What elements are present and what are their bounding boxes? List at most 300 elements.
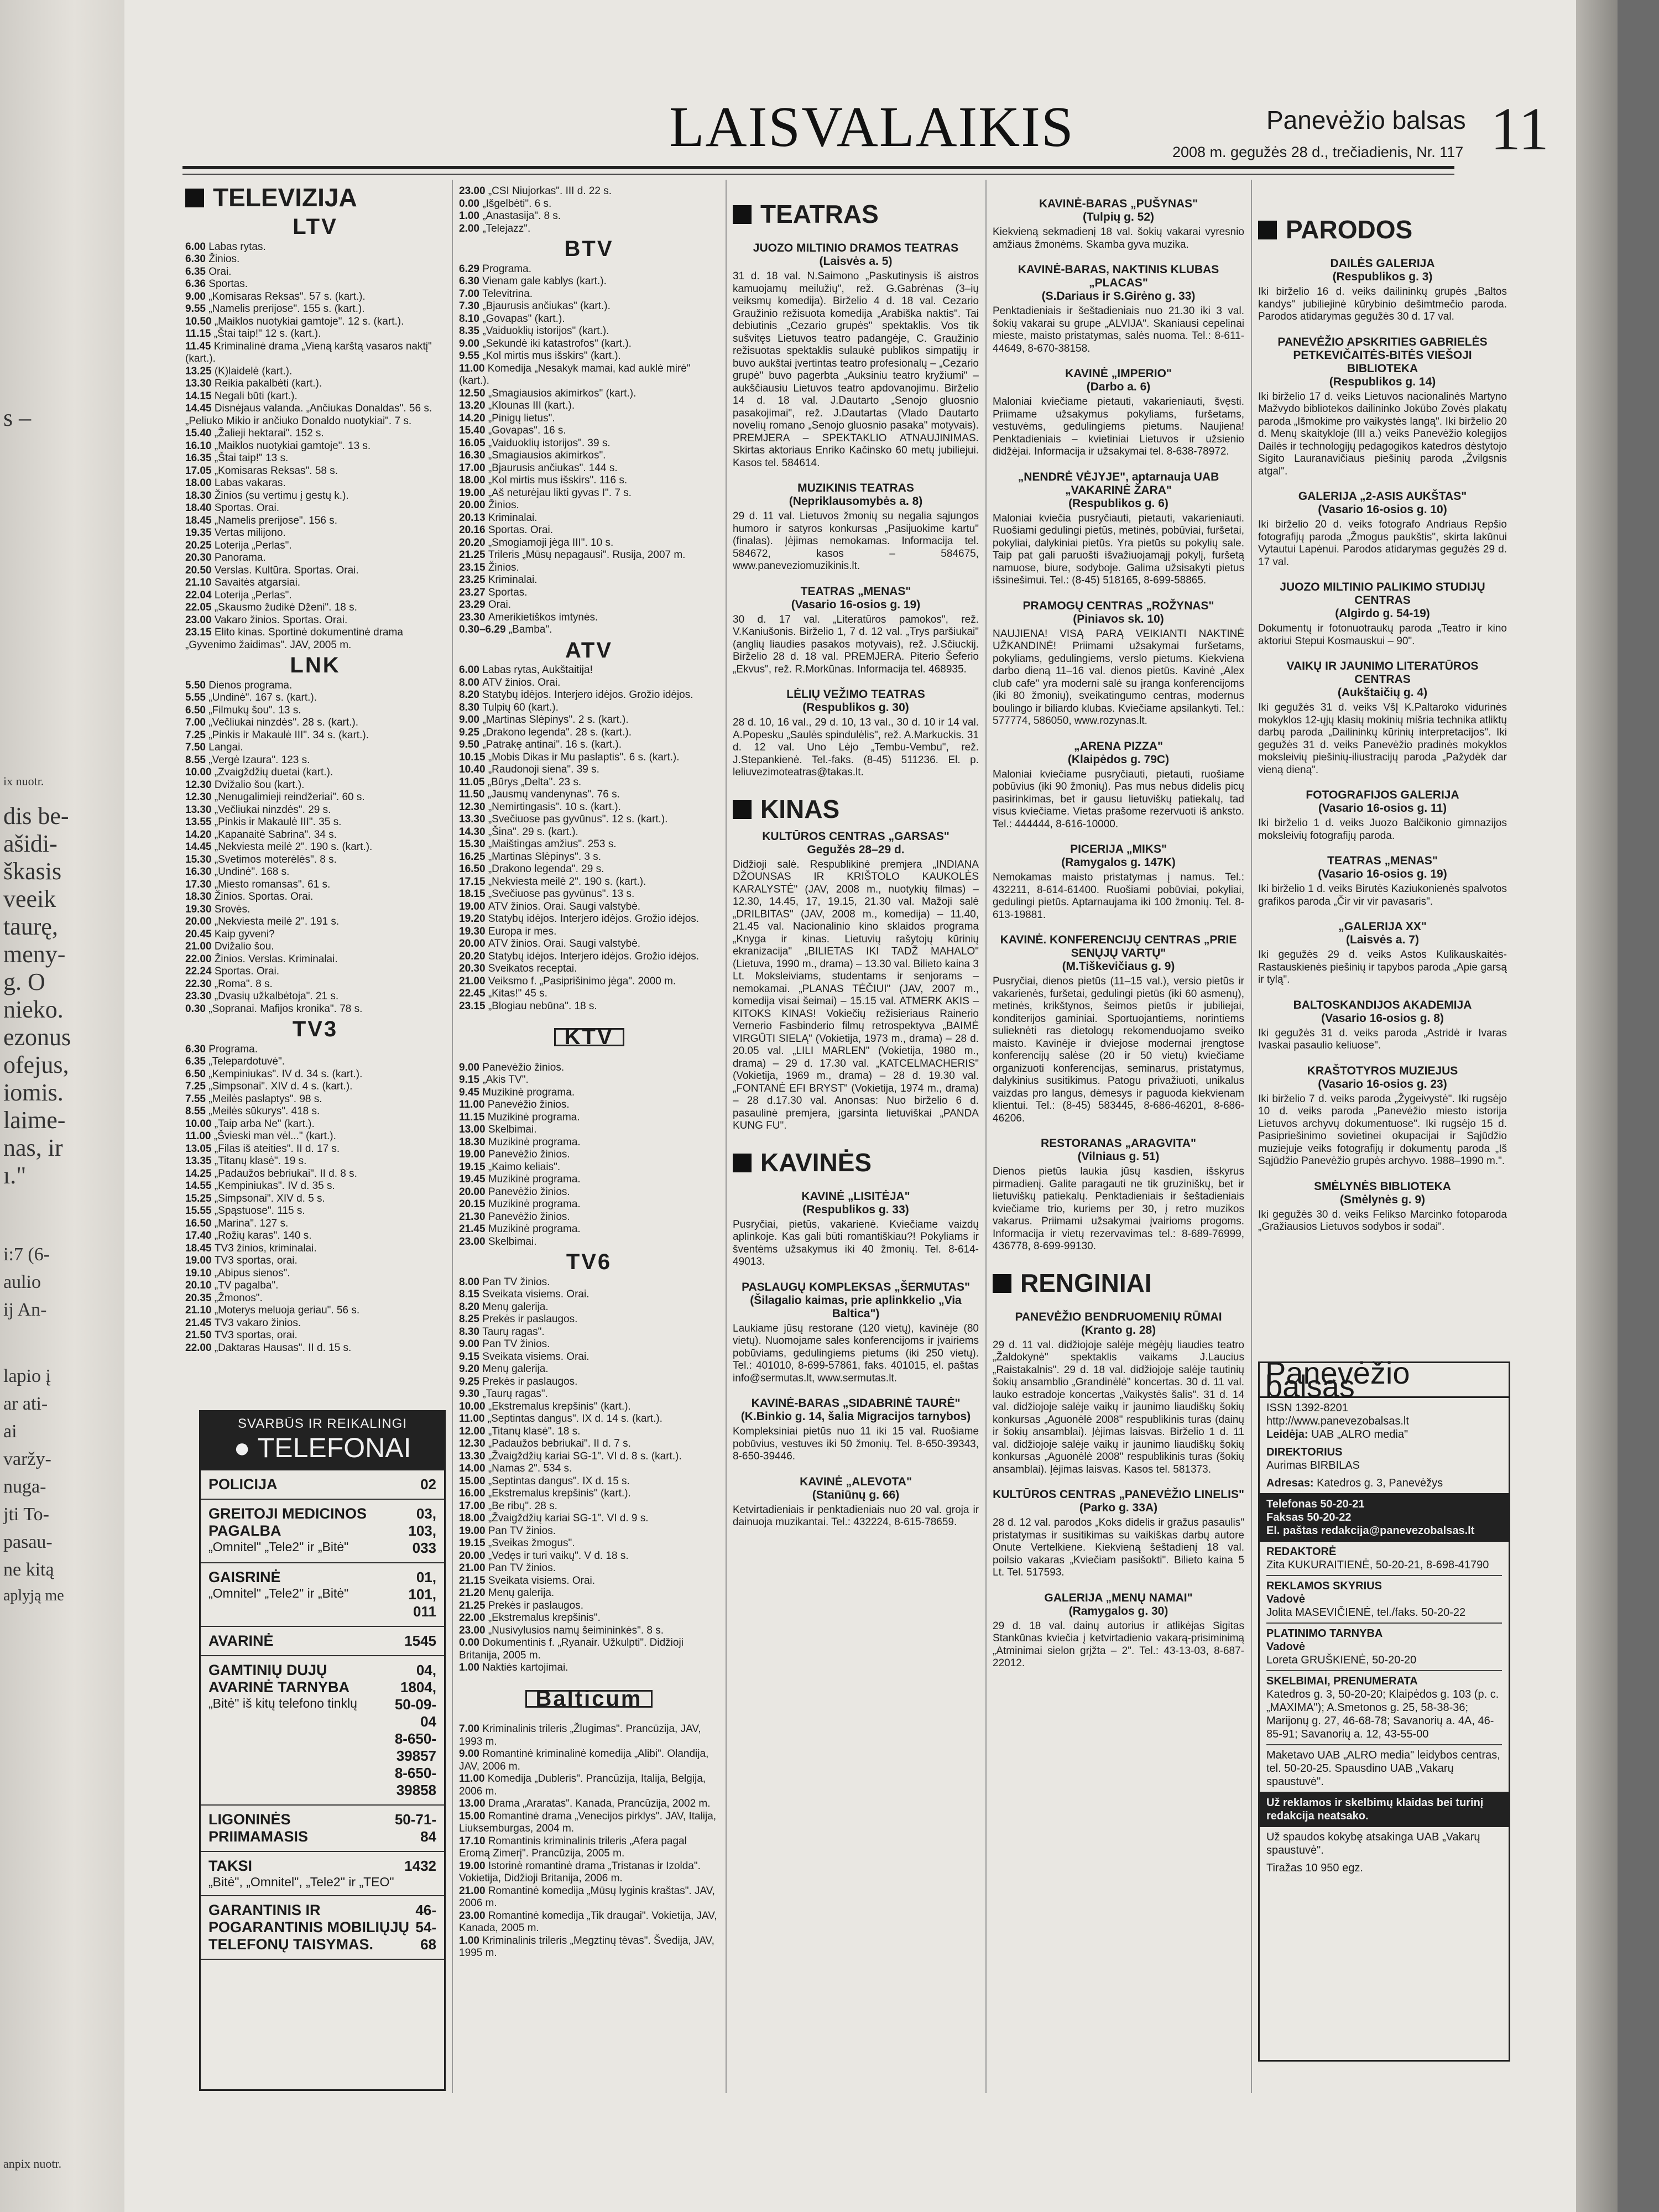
channel-logo-ktv: KTV	[554, 1028, 624, 1046]
program-time: 21.45	[185, 1317, 215, 1329]
tv-program: 1.00 Kriminalinis trileris „Megztinų tėvas". Švedija, JAV, 1995 m.	[459, 1934, 714, 1959]
phone-service	[208, 1632, 274, 1650]
program-time: 21.00	[185, 941, 215, 952]
venue-address: (Laisvės a. 5)	[819, 255, 893, 268]
program-time: 13.30	[459, 1450, 488, 1462]
tv-program: 6.30 Žinios.	[185, 253, 240, 265]
program-time: 16.50	[185, 1217, 215, 1229]
phones-subtitle: SVARBŪS IR REIKALINGI	[238, 1416, 407, 1431]
phone-service-note: „Omnitel" „Tele2" ir „Bitė"	[208, 1586, 349, 1600]
program-time: 23.30	[185, 990, 215, 1002]
tv-program: 8.00 Pan TV žinios.	[459, 1276, 550, 1288]
program-time: 20.50	[185, 564, 215, 576]
channel-logo-balticum: Balticum	[525, 1690, 653, 1708]
tv-program: 22.04 Loterija „Perlas".	[185, 589, 292, 601]
listing-text: Iki birželio 7 d. veiks paroda „Žygeivystė". Iki rugsėjo 10 d. veiks paroda „Panevėžio miesto istorija Lietuvos archyvų dokumentuose". Iki rugsėjo 15 d. Pasipriešinimo sovietinei okupacijai ir Sąjūdžio muziejuje veiks fotografijų ir dokumentų paroda „Iš Sąjūdžio Panevėžio grupės archyvo. 1988–1990 m.".	[1258, 1093, 1507, 1167]
channel-logo-lnk: LNK	[290, 653, 341, 677]
tv-program: 8.30 Taurų ragas".	[459, 1326, 545, 1338]
program-time: 13.05	[185, 1142, 215, 1155]
program-time: 14.55	[185, 1180, 215, 1192]
tv-program: 16.00 „Ekstremalus krepšinis" (kart.).	[459, 1488, 631, 1499]
venue-name: DAILĖS GALERIJA	[1330, 257, 1435, 270]
phone-row	[201, 1806, 444, 1852]
listing-text: Iki gegužės 30 d. veiks Felikso Marcinko fotoparoda „Gražiausios Lietuvos sodybos ir sodai".	[1258, 1208, 1507, 1233]
email[interactable]: El. paštas redakcija@panevezobalsas.lt	[1266, 1525, 1475, 1537]
program-time: 20.00	[459, 499, 488, 511]
program-time: 21.30	[459, 1211, 488, 1223]
tv-program: 9.00 „Komisaras Reksas". 57 s. (kart.).	[185, 290, 366, 302]
left-fragment: veeik	[3, 885, 56, 912]
program-time: 16.00	[459, 1488, 488, 1499]
program-time: 21.45	[459, 1223, 488, 1235]
left-fragment: ı."	[3, 1162, 27, 1189]
program-time: 13.30	[459, 813, 488, 825]
program-time: 15.30	[459, 838, 488, 850]
program-time: 23.29	[459, 599, 488, 611]
left-fragment: laime-	[3, 1107, 66, 1134]
tv-program: 20.50 Verslas. Kultūra. Sportas. Orai.	[185, 564, 359, 576]
column-divider	[452, 180, 453, 2093]
left-fragment: ix nuotr.	[3, 774, 44, 788]
program-time: 21.20	[459, 1587, 488, 1599]
left-fragment: lapio į	[3, 1366, 51, 1386]
subscription-points: Katedros g. 3, 50-20-20; Klaipėdos g. 103 (p. c. „MAXIMA"); A.Smetonos g. 25, 58-38-36; Marijonų g. 27, 46-68-78; Savanorių a. 4A, 46-85-91; Savanorių a. 12, 43-55-00	[1266, 1688, 1499, 1740]
tv-program: 15.30 „Maištingas amžius". 253 s.	[459, 838, 617, 850]
program-time: 23.00	[459, 1910, 488, 1922]
tv-program: 15.40 „Žalieji hektarai". 152 s.	[185, 427, 324, 439]
listing-text: Ketvirtadieniais ir penktadieniais nuo 20 val. groja ir dainuoja muzikantai. Tel.: 432224, 8-615-78659.	[733, 1504, 979, 1528]
tv-program: 9.15 „Akis TV".	[459, 1074, 529, 1086]
program-time: 21.00	[459, 1562, 488, 1574]
program-time: 19.00	[459, 1525, 488, 1537]
venue-address: (Ramygalos g. 30)	[1068, 1604, 1168, 1618]
listing-text: Iki gegužės 29 d. veiks Astos Kulikauskaitės-Rastauskienės piešinių ir tapybos paroda „Apie garsą ir tylą".	[1258, 949, 1507, 985]
program-time: 9.15	[459, 1074, 483, 1086]
listing-text: Laukiame jūsų restorane (120 vietų), kavinėje (80 vietų). Nuomojame sales konferencijoms ir įvairiems pobūviams, gedulingiems pietums (iki 250 vietų). Tel.: 401010, 8-699-57861, faks. 401015, el. paštas info@sermutas.lt, www.sermutas.lt.	[733, 1322, 979, 1384]
tv-program: 6.00 Labas rytas, Aukštaitija!	[459, 664, 593, 676]
venue-address: (M.Tiškevičiaus g. 9)	[1062, 960, 1175, 973]
left-fragment: anpix nuotr.	[3, 2157, 62, 2171]
tv-program: 14.30 „Šina". 29 s. (kart.).	[459, 826, 578, 838]
program-time: 22.45	[459, 988, 488, 999]
tv-schedule-btv	[459, 263, 719, 637]
phone-number: 50-71-84	[394, 1811, 436, 1845]
program-time: 9.55	[185, 303, 209, 315]
tv-schedule-tv3	[185, 1044, 445, 1355]
tv-program: 6.35 Orai.	[185, 265, 232, 278]
tv-program: 8.15 Sveikata visiems. Orai.	[459, 1288, 589, 1300]
tv-program: 15.00 „Septintas dangus". IX d. 15 s.	[459, 1475, 630, 1487]
column-divider	[1251, 180, 1252, 2093]
tv-program: 14.55 „Kempiniukas". IV d. 35 s.	[185, 1180, 335, 1192]
tv-program: 15.30 „Svetimos moterėlės". 8 s.	[185, 853, 337, 865]
print-note: Už spaudos kokybę atsakinga UAB „Vakarų spaustuvė".	[1266, 1831, 1480, 1856]
left-fragment: i:7 (6-	[3, 1244, 50, 1265]
listing-text: Iki gegužės 31 d. veiks VšĮ K.Paltaroko vidurinės mokyklos 12-ųjų klasių mokinių mišria technika atliktų darbų paroda „Dailininkų kūrinių interpretacijos". Iki gegužės 31 d. veiks Panevėžio pradinės mokyklos moksleivių piešinių-iliustracijų paroda „Pažydėk dar vieną dieną".	[1258, 702, 1507, 776]
listing-text: Iki gegužės 31 d. veiks paroda „Astridė ir Ivaras Ivaskai pasaulio keliuose".	[1258, 1027, 1507, 1051]
venue-name: PICERIJA „MIKS"	[1070, 843, 1167, 855]
tv-program: 23.25 Kriminalai.	[459, 574, 538, 586]
program-time: 23.00	[459, 1624, 488, 1636]
program-time: 22.05	[185, 602, 215, 613]
tv-program: 10.00 „Ekstremalus krepšinis" (kart.).	[459, 1400, 631, 1412]
tv-program: 20.00 „Nekviesta meilė 2". 191 s.	[185, 916, 340, 927]
program-time: 21.15	[459, 1574, 488, 1587]
tv-program: 14.20 „Kapanaitė Sabrina". 34 s.	[185, 828, 337, 841]
program-time: 1.00	[459, 210, 483, 222]
program-time: 11.00	[459, 362, 488, 374]
venue-name: KULTŪROS CENTRAS „PANEVĖŽIO LINELIS"	[993, 1488, 1244, 1501]
program-time: 9.00	[459, 1061, 483, 1073]
address: Katedros g. 3, Panevėžys	[1317, 1477, 1443, 1489]
listing-text: 30 d. 17 val. „Literatūros pamokos", rež. V.Kaniušonis. Birželio 1, 7 d. 12 val. „Trys paršiukai" (anglių liaudies pasakos motyvais), rež. J.Sčiuckij. Birželio 28 d. 18 val. PREMJERA. Piterio Šeferio „Ekvus", rež. R.Morkūnas. Informacija tel. 468935.	[733, 613, 979, 675]
listing-text: Iki birželio 17 d. veiks Lietuvos nacionalinės Martyno Mažvydo bibliotekos dailininko Jokūbo Zovės plakatų paroda „Išmokime pro vaikystės langą". Iki birželio 20 d. Menų skaitykloje (III a.) veiks Panevėžio kolegijos Dailės ir technologijų pedagogikos katedros dėstytojo Sigito Lauranavičiaus piešinių paroda „Žvilgsnis atgal".	[1258, 390, 1507, 477]
program-time: 11.00	[459, 1413, 488, 1425]
tv-program: 22.30 „Roma". 8 s.	[185, 978, 273, 990]
program-time: 15.00	[459, 1810, 488, 1822]
tv-program: 14.20 „Pinigų lietus".	[459, 412, 555, 424]
left-fragment: nieko.	[3, 996, 64, 1023]
tv-program: 18.30 Muzikinė programa.	[459, 1136, 581, 1148]
left-fragment: nas, ir	[3, 1134, 63, 1161]
tv-program: 11.00 Panevėžio žinios.	[459, 1099, 570, 1110]
phone-service	[208, 1476, 278, 1493]
tv-program: 20.00 Panevėžio žinios.	[459, 1186, 570, 1198]
tv-program: 16.35 „Štai taip!" 13 s.	[185, 452, 289, 464]
tv-program: 9.25 Prekės ir paslaugos.	[459, 1375, 578, 1387]
tv-program: 20.35 „Žmonos".	[185, 1292, 263, 1304]
phone-service	[208, 1662, 383, 1799]
venue-name: PANEVĖŽIO BENDRUOMENIŲ RŪMAI	[1015, 1310, 1222, 1323]
program-time: 12.00	[459, 1425, 488, 1437]
program-time: 9.00	[459, 1338, 483, 1350]
program-time: 0.30–6.29	[459, 624, 509, 635]
program-time: 9.00	[459, 337, 483, 349]
listing-text: Iki birželio 16 d. veiks dailininkų grupės „Baltos kandys" jubiliejinė kūrybinio dešimtmečio paroda. Parodos atidarymas gegužės 30 d. 17 val.	[1258, 286, 1507, 322]
venue-address: (K.Binkio g. 14, šalia Migracijos tarnybos)	[740, 1410, 971, 1423]
listing-text: Maloniai kviečiame pusryčiauti, pietauti, ruošiame pobūvius (iki 90 žmonių). Pas mus nebus didelis picų pasirinkimas, bet ir gausu lietuviškų patiekalų, tad visus kviečiame. Vietas prašome rezervuoti iš anksto. Tel.: 444444, 8-616-10000.	[993, 768, 1244, 830]
column-5	[1258, 202, 1507, 1234]
left-fragment: ij An-	[3, 1300, 47, 1320]
section-heading-cinema: KINAS	[733, 794, 979, 825]
tv-program: 10.40 „Raudonoji siena". 39 s.	[459, 764, 599, 775]
tv-program: 6.30 Vienam gale kablys (kart.).	[459, 275, 607, 287]
program-time: 12.30	[459, 1438, 488, 1449]
tv-program: 22.05 „Skausmo žudikė Dženi". 18 s.	[185, 602, 357, 613]
venue-name: TEATRAS „MENAS"	[800, 585, 911, 598]
phone-number: 04, 1804, 50-09-04 8-650-39857 8-650-39858	[394, 1662, 436, 1798]
tv-program: 23.00 Romantinė komedija „Tik draugai". Vokietija, JAV, Kanada, 2005 m.	[459, 1910, 717, 1934]
program-time: 9.00	[459, 1748, 483, 1760]
phone-service-name: GAMTINIŲ DUJŲ AVARINĖ TARNYBA	[208, 1662, 349, 1695]
tv-program: 21.45 Muzikinė programa.	[459, 1223, 581, 1235]
program-time: 8.55	[185, 1105, 209, 1117]
program-time: 6.30	[185, 253, 209, 265]
listing-text: Kompleksiniai pietūs nuo 11 iki 15 val. Ruošiame pobūvius, vestuves iki 50 žmonių. Tel. 8-650-39343, 8-650-39446.	[733, 1426, 979, 1462]
program-time: 21.25	[459, 549, 488, 561]
tv-program: 19.00 „Aš neturėjau likti gyvas I". 7 s.	[459, 487, 632, 499]
tv-program: 11.00 Komedija „Nesakyk mamai, kad auklė mirė" (kart.).	[459, 362, 691, 387]
tv-program: 13.05 „Filas iš ateities". II d. 17 s.	[185, 1142, 340, 1155]
program-time: 13.25	[185, 365, 215, 377]
tv-program: 19.30 Europa ir mes.	[459, 925, 557, 937]
program-time: 14.20	[459, 412, 488, 424]
tv-schedule-tv3-cont	[459, 185, 719, 235]
phones-box	[199, 1410, 446, 2091]
program-time: 14.20	[185, 828, 215, 841]
tv-program: 5.50 Dienos programa.	[185, 679, 293, 691]
website-link[interactable]: http://www.panevezobalsas.lt	[1266, 1415, 1409, 1427]
tv-program: 23.29 Orai.	[459, 599, 512, 611]
credits-brand: Panevėžio balsas	[1260, 1363, 1509, 1398]
program-time: 9.50	[459, 739, 483, 750]
listing-text: 29 d. 18 val. dainų autorius ir atlikėjas Sigitas Stankūnas kviečia į ketvirtadienio vakarą-prisiminimą „Atminimai sielon grįžta – 2". Tel.: 43-13-03, 8-687-22012.	[993, 1620, 1244, 1669]
issue-date: 2008 m. gegužės 28 d., trečiadienis, Nr. 117	[1172, 144, 1464, 160]
phone-service-name: GARANTINIS IR POGARANTINIS MOBILIŲJŲ TELEFONŲ TAISYMAS.	[208, 1902, 410, 1953]
venue-address: (S.Dariaus ir S.Girėno g. 33)	[1041, 290, 1196, 302]
program-time: 14.45	[185, 403, 215, 414]
program-time: 19.10	[185, 1267, 215, 1279]
header-rule	[182, 166, 1454, 169]
program-time: 0.00	[459, 197, 483, 210]
venue-name: LĖLIŲ VEŽIMO TEATRAS	[786, 688, 925, 701]
program-time: 18.30	[185, 891, 215, 902]
program-time: 13.55	[185, 816, 215, 828]
venue-address: (Vilniaus g. 51)	[1077, 1150, 1160, 1163]
program-time: 22.00	[459, 1612, 488, 1624]
venue-name: PASLAUGŲ KOMPLEKSAS „ŠERMUTAS"	[742, 1280, 970, 1293]
tv-program: 21.25 Trileris „Mūsų nepagausi". Rusija, 2007 m.	[459, 549, 686, 561]
tv-program: 20.25 Loterija „Perlas".	[185, 539, 292, 551]
tv-program: 20.30 Panorama.	[185, 552, 266, 564]
tv-program: 19.30 Srovės.	[185, 903, 251, 915]
tv-program: 11.15 „Štai taip!" 12 s. (kart.).	[185, 328, 321, 340]
tv-program: 17.00 „Be ribų". 28 s.	[459, 1500, 557, 1512]
tv-program: 15.55 „Spąstuose". 115 s.	[185, 1205, 305, 1217]
program-time: 19.00	[459, 1860, 488, 1872]
program-time: 21.50	[185, 1329, 215, 1341]
program-time: 16.10	[185, 440, 215, 452]
program-time: 6.50	[185, 1068, 209, 1080]
program-time: 8.15	[459, 1288, 483, 1300]
tv-program: 8.30 Tulpių 60 (kart.).	[459, 701, 559, 713]
tv-program: 20.00 „Vedęs ir turi vaikų". V d. 18 s.	[459, 1550, 629, 1562]
distribution-contact: Loreta GRUŠKIENĖ, 50-20-20	[1266, 1654, 1417, 1666]
program-time: 6.35	[185, 1056, 209, 1067]
tv-schedule-lnk	[185, 680, 445, 1016]
phone-service-note: „Bitė", „Omnitel", „Tele2" ir „TEO"	[208, 1875, 394, 1889]
tv-program: 18.45 „Namelis prerijose". 156 s.	[185, 514, 337, 526]
tv-program: 13.00 Drama „Araratas". Kanada, Prancūzija, 2002 m.	[459, 1798, 711, 1809]
program-time: 23.00	[459, 1235, 488, 1248]
left-fragment: ašidi-	[3, 830, 58, 857]
venue-name: SMĖLYNĖS BIBLIOTEKA	[1314, 1180, 1451, 1193]
tv-program: 21.00 Dvižalio šou.	[185, 941, 274, 952]
tv-program: 7.55 „Meilės paslaptys". 98 s.	[185, 1093, 322, 1105]
previous-page-edge	[0, 0, 124, 2212]
phone-service	[208, 1902, 412, 1953]
tv-program: 22.00 Žinios. Verslas. Kriminalai.	[185, 953, 338, 965]
phone-number: 46-54-68	[415, 1902, 436, 1953]
program-time: 20.00	[459, 938, 488, 950]
program-time: 17.40	[185, 1230, 215, 1241]
phone-service	[208, 1569, 348, 1620]
program-time: 21.00	[459, 975, 488, 987]
tv-program: 10.00 „Zvaigždžių duetai (kart.).	[185, 766, 333, 778]
tv-program: 14.45 „Nekviesta meilė 2". 190 s. (kart.).	[185, 841, 373, 853]
listing-text: 28 d. 10, 16 val., 29 d. 10, 13 val., 30 d. 10 ir 14 val. A.Popesku „Saulės spindulėlis", rež. A.Markuckis. 31 d. 12 val. Uno Lėjo „Tembu-Vembu", rež. J.Stepankienė. Tel.-faks. (8-45) 511236. El. p. leliuvezimoteatras@takas.lt.	[733, 717, 979, 778]
program-time: 20.13	[459, 512, 488, 524]
section-heading-events: RENGINIAI	[993, 1267, 1244, 1298]
tv-program: 23.15 Elito kinas. Sportinė dokumentinė drama „Gyvenimo žaidimas". JAV, 2005 m.	[185, 627, 403, 651]
tv-program: 22.00 „Daktaras Hausas". II d. 15 s.	[185, 1342, 352, 1354]
column-divider	[985, 180, 987, 2093]
tv-program: 23.00 Vakaro žinios. Sportas. Orai.	[185, 614, 348, 626]
venue-address: (Nepriklausomybės a. 8)	[789, 495, 923, 508]
venue-address: (Piniavos sk. 10)	[1073, 612, 1164, 625]
editor: Zita KUKURAITIENĖ, 50-20-21, 8-698-41790	[1266, 1559, 1489, 1571]
tv-program: 21.00 Veiksmo f. „Pasiprišinimo jėga". 2000 m.	[459, 975, 676, 987]
tv-program: 16.50 „Drakono legenda". 29 s.	[459, 863, 604, 875]
channel-logo-atv: ATV	[565, 638, 613, 662]
credits-box: Panevėžio balsas ISSN 1392-8201 http://www.panevezobalsas.lt Leidėja: UAB „ALRO media" DIREKTORIUS Aurimas BIRBILAS Adresas: Katedros g. 3, Panevėžys Telefonas 50-20-21 Faksas 50-20-22 El. paštas redakcija@panevezobalsas.lt REDAKTORĖ Zita KUKURAITIENĖ, 50-20-21, 8-698-41790 REKLAMOS SKYRIUS Vadovė Jolita MASEVIČIENĖ, tel./faks. 50-20-22 PLATINIMO TARNYBA Vadovė Loreta GRUŠKIENĖ, 50-20-20 SKELBIMAI, PRENUMERATA Katedros g. 3, 50-20-20; Klaipėdos g. 103 (p. c. „MAXIMA"); A.Smetonos g. 25, 58-38-36; Marijonų g. 27, 46-68-78; Savanorių a. 4A, 46-85-91; Savanorių a. 12, 43-55-00 Maketavo UAB „ALRO media" leidybos centras, tel. 50-20-25. Spausdino UAB „Vakarų spaustuvė". Už reklamos ir skelbimų klaidas bei turinį redakcija neatsako. Už spaudos kokybę atsakinga UAB „Vakarų spaustuvė". Tiražas 10 950 egz.	[1258, 1361, 1510, 2062]
program-time: 20.00	[185, 916, 215, 927]
program-time: 20.20	[459, 950, 488, 962]
listing-text: Kiekvieną sekmadienį 18 val. šokių vakarai vyresnio amžiaus žmonėms. Skamba gyva muzika.	[993, 226, 1244, 251]
program-time: 22.30	[185, 978, 215, 990]
program-time: 20.00	[459, 1186, 488, 1198]
tv-program: 6.00 Labas rytas.	[185, 241, 266, 253]
tv-program: 21.10 „Moterys meluoja geriau". 56 s.	[185, 1305, 360, 1316]
phone-row	[201, 1563, 444, 1627]
venue-name: GALERIJA „MENŲ NAMAI"	[1044, 1591, 1193, 1604]
tv-program: 11.15 Muzikinė programa.	[459, 1111, 580, 1123]
program-time: 11.50	[459, 789, 488, 800]
section-heading-exhibitions: PARODOS	[1258, 214, 1507, 245]
listing-text: NAUJIENA! VISĄ PARĄ VEIKIANTI NAKTINĖ UŽKANDINĖ! Priimami užsakymai furšetams, pokyliams, gedulingiems, verslo pietums. Kiekviena darbo dieną 11–16 val. dienos pietūs. Kavinė „Alex club cafe" yra moderni salė su įranga konferencijoms (iki 80 žmonių), sveikatingumo centras, modernus boulingo ir biliardo klubas. Kviečiame apsilankyti. Tel.: 577774, 586050, www.rozynas.lt.	[993, 628, 1244, 727]
left-fragment: pasau-	[3, 1532, 53, 1552]
program-time: 12.30	[459, 801, 488, 813]
program-time: 16.35	[185, 452, 215, 464]
program-time: 19.15	[459, 1161, 488, 1173]
tv-program: 16.30 „Undinė". 168 s.	[185, 866, 290, 878]
program-time: 17.05	[185, 465, 215, 477]
tv-program: 9.45 Muzikinė programa.	[459, 1086, 575, 1098]
tv-program: 21.50 TV3 sportas, orai.	[185, 1329, 298, 1341]
tv-program: 15.00 Romantinė drama „Venecijos pirklys". JAV, Italija, Liuksemburgas, 2004 m.	[459, 1810, 717, 1834]
program-time: 1.00	[459, 1662, 483, 1673]
phone-number: 1432	[404, 1858, 436, 1874]
program-time: 6.50	[185, 704, 209, 716]
tv-program: 6.35 „Telepardotuvė".	[185, 1056, 285, 1067]
section-title: LAISVALAIKIS	[669, 95, 1074, 159]
program-time: 17.00	[459, 1500, 488, 1512]
tv-program: 0.00 Dokumentinis f. „Ryanair. Užkulpti". Didžioji Britanija, 2005 m.	[459, 1637, 684, 1661]
tv-program: 19.15 „Sveikas žmogus".	[459, 1537, 575, 1549]
venue-name: KAVINĖ-BARAS „SIDABRINĖ TAURĖ"	[751, 1397, 961, 1410]
phone-service-name: POLICIJA	[208, 1476, 278, 1493]
tv-program: 9.50 „Patrakę antinai". 16 s. (kart.).	[459, 739, 622, 750]
tv-program: 18.30 Žinios (su vertimu į gestų k.).	[185, 489, 349, 502]
tv-program: 19.00 Pan TV žinios.	[459, 1525, 556, 1537]
program-time: 1.00	[459, 1934, 483, 1947]
program-time: 17.10	[459, 1835, 488, 1847]
program-time: 16.30	[185, 866, 215, 878]
venue-name: KAVINĖ „LISITĖJA"	[801, 1190, 910, 1203]
tv-program: 5.55 „Undinė". 167 s. (kart.).	[185, 692, 317, 703]
program-time: 23.27	[459, 586, 488, 598]
venue-address: (Respublikos g. 6)	[1068, 497, 1168, 510]
listing-text: Iki birželio 20 d. veiks fotografo Andriaus Repšio fotografijų paroda „Žmogus paukštis", skirta lakūnui Vytautui Lapėnui. Parodos atidarymas gegužės 29 d. 17 val.	[1258, 519, 1507, 568]
tv-program: 19.35 Vertas milijono.	[185, 527, 286, 539]
venue-address: (Šilagalio kaimas, prie aplinkkelio „Via Baltica")	[750, 1293, 962, 1320]
tv-program: 8.20 Menų galerija.	[459, 1301, 549, 1313]
tv-program: 17.05 „Komisaras Reksas". 58 s.	[185, 465, 338, 477]
program-time: 0.30	[185, 1003, 209, 1015]
tv-program: 19.15 „Kaimo keliais".	[459, 1161, 561, 1173]
program-time: 22.24	[185, 966, 215, 977]
tv-program: 20.00 ATV žinios. Orai. Saugi valstybė.	[459, 938, 641, 950]
program-time: 12.50	[459, 387, 488, 399]
tv-program: 14.00 „Namas 2". 534 s.	[459, 1463, 572, 1474]
phone: Telefonas 50-20-21	[1266, 1498, 1365, 1510]
tv-program: 18.45 TV3 žinios, kriminalai.	[185, 1242, 317, 1254]
program-time: 23.00	[459, 185, 488, 197]
venue-name: BALTOSKANDIJOS AKADEMIJA	[1293, 998, 1472, 1011]
tv-program: 7.25 „Simpsonai". XIV d. 4 s. (kart.).	[185, 1081, 353, 1092]
program-time: 2.00	[459, 222, 483, 234]
tv-program: 23.00 „CSI Niujorkas". III d. 22 s.	[459, 185, 612, 197]
tv-program: 12.30 „Nemirtingasis". 10 s. (kart.).	[459, 801, 621, 813]
left-fragment: aplyją me	[3, 1587, 64, 1604]
program-time: 11.45	[185, 340, 214, 352]
tv-program: 13.35 „Titanų klasė". 19 s.	[185, 1155, 307, 1167]
tv-program: 21.00 Pan TV žinios.	[459, 1562, 556, 1574]
venue-name: MUZIKINIS TEATRAS	[797, 482, 914, 494]
venue-address: (Vasario 16-osios g. 23)	[1318, 1077, 1447, 1091]
venue-name: GALERIJA „2-ASIS AUKŠTAS"	[1298, 490, 1467, 503]
left-fragment: iomis.	[3, 1079, 64, 1106]
listing-text: Dienos pietūs laukia jūsų kasdien, išskyrus pirmadienį. Galite paragauti ne tik gruziniškų, bet ir lietuviškų patiekalų. Penktadieniais ir šeštadieniais kviečiame trio, kuriems per 30, į retro muzikos vakarus. Priimami užsakymai įvairioms progoms. Informacija ir vietų rezervavimas tel.: 8-689-76999, 436778, 8-699-99130.	[993, 1166, 1244, 1252]
circulation: Tiražas 10 950 egz.	[1266, 1862, 1363, 1874]
program-time: 5.50	[185, 679, 209, 691]
program-time: 7.30	[459, 300, 483, 312]
tv-program: 21.10 Savaitės atgarsiai.	[185, 577, 301, 588]
section-heading-tv: TELEVIZIJA	[185, 182, 445, 213]
venue-address: (Vasario 16-osios g. 19)	[1318, 868, 1447, 880]
venue-address: (Vasario 16-osios g. 11)	[1318, 802, 1447, 815]
phone-row	[201, 1656, 444, 1806]
venue-address: (Vasario 16-osios g. 8)	[1321, 1011, 1444, 1025]
tv-program: 12.30 „Padaužos bebriukai". II d. 7 s.	[459, 1438, 631, 1449]
tv-program: 9.25 „Drakono legenda". 28 s. (kart.).	[459, 726, 632, 738]
program-time: 19.00	[459, 487, 488, 499]
venue-name: KAVINĖ „IMPERIO"	[1065, 367, 1172, 380]
tv-program: 6.29 Programa.	[459, 263, 531, 275]
tv-program: 8.10 „Govapas" (kart.).	[459, 312, 565, 325]
program-time: 20.35	[185, 1292, 215, 1304]
program-time: 19.45	[459, 1173, 488, 1185]
tv-program: 2.00 „Telejazz".	[459, 222, 531, 234]
venue-name: KULTŪROS CENTRAS „GARSAS"	[762, 830, 950, 843]
program-time: 23.15	[459, 1000, 488, 1012]
tv-program: 16.50 „Marina". 127 s.	[185, 1217, 289, 1229]
program-time: 9.20	[459, 1363, 483, 1375]
listing-text: Maloniai kviečia pusryčiauti, pietauti, vakarieniauti. Ruošiami gedulingi pietūs, metinės, pobūviai, furšetai, pokyliai, dalykiniai pietūs. Yra pietūs su pokylių sale. Taip pat gali paruošti išvažiuojamąjį pokylį, furšetą namuose, biure, sodyboje. Galima užsisakyti pietus išsinešimui. Tel.: (8-45) 518165, 8-699-58865.	[993, 512, 1244, 586]
tv-program: 18.15 „Svečiuose pas gyvūnus". 13 s.	[459, 888, 635, 900]
program-time: 9.45	[459, 1086, 483, 1098]
phone-number: 03, 103, 033	[408, 1505, 436, 1556]
